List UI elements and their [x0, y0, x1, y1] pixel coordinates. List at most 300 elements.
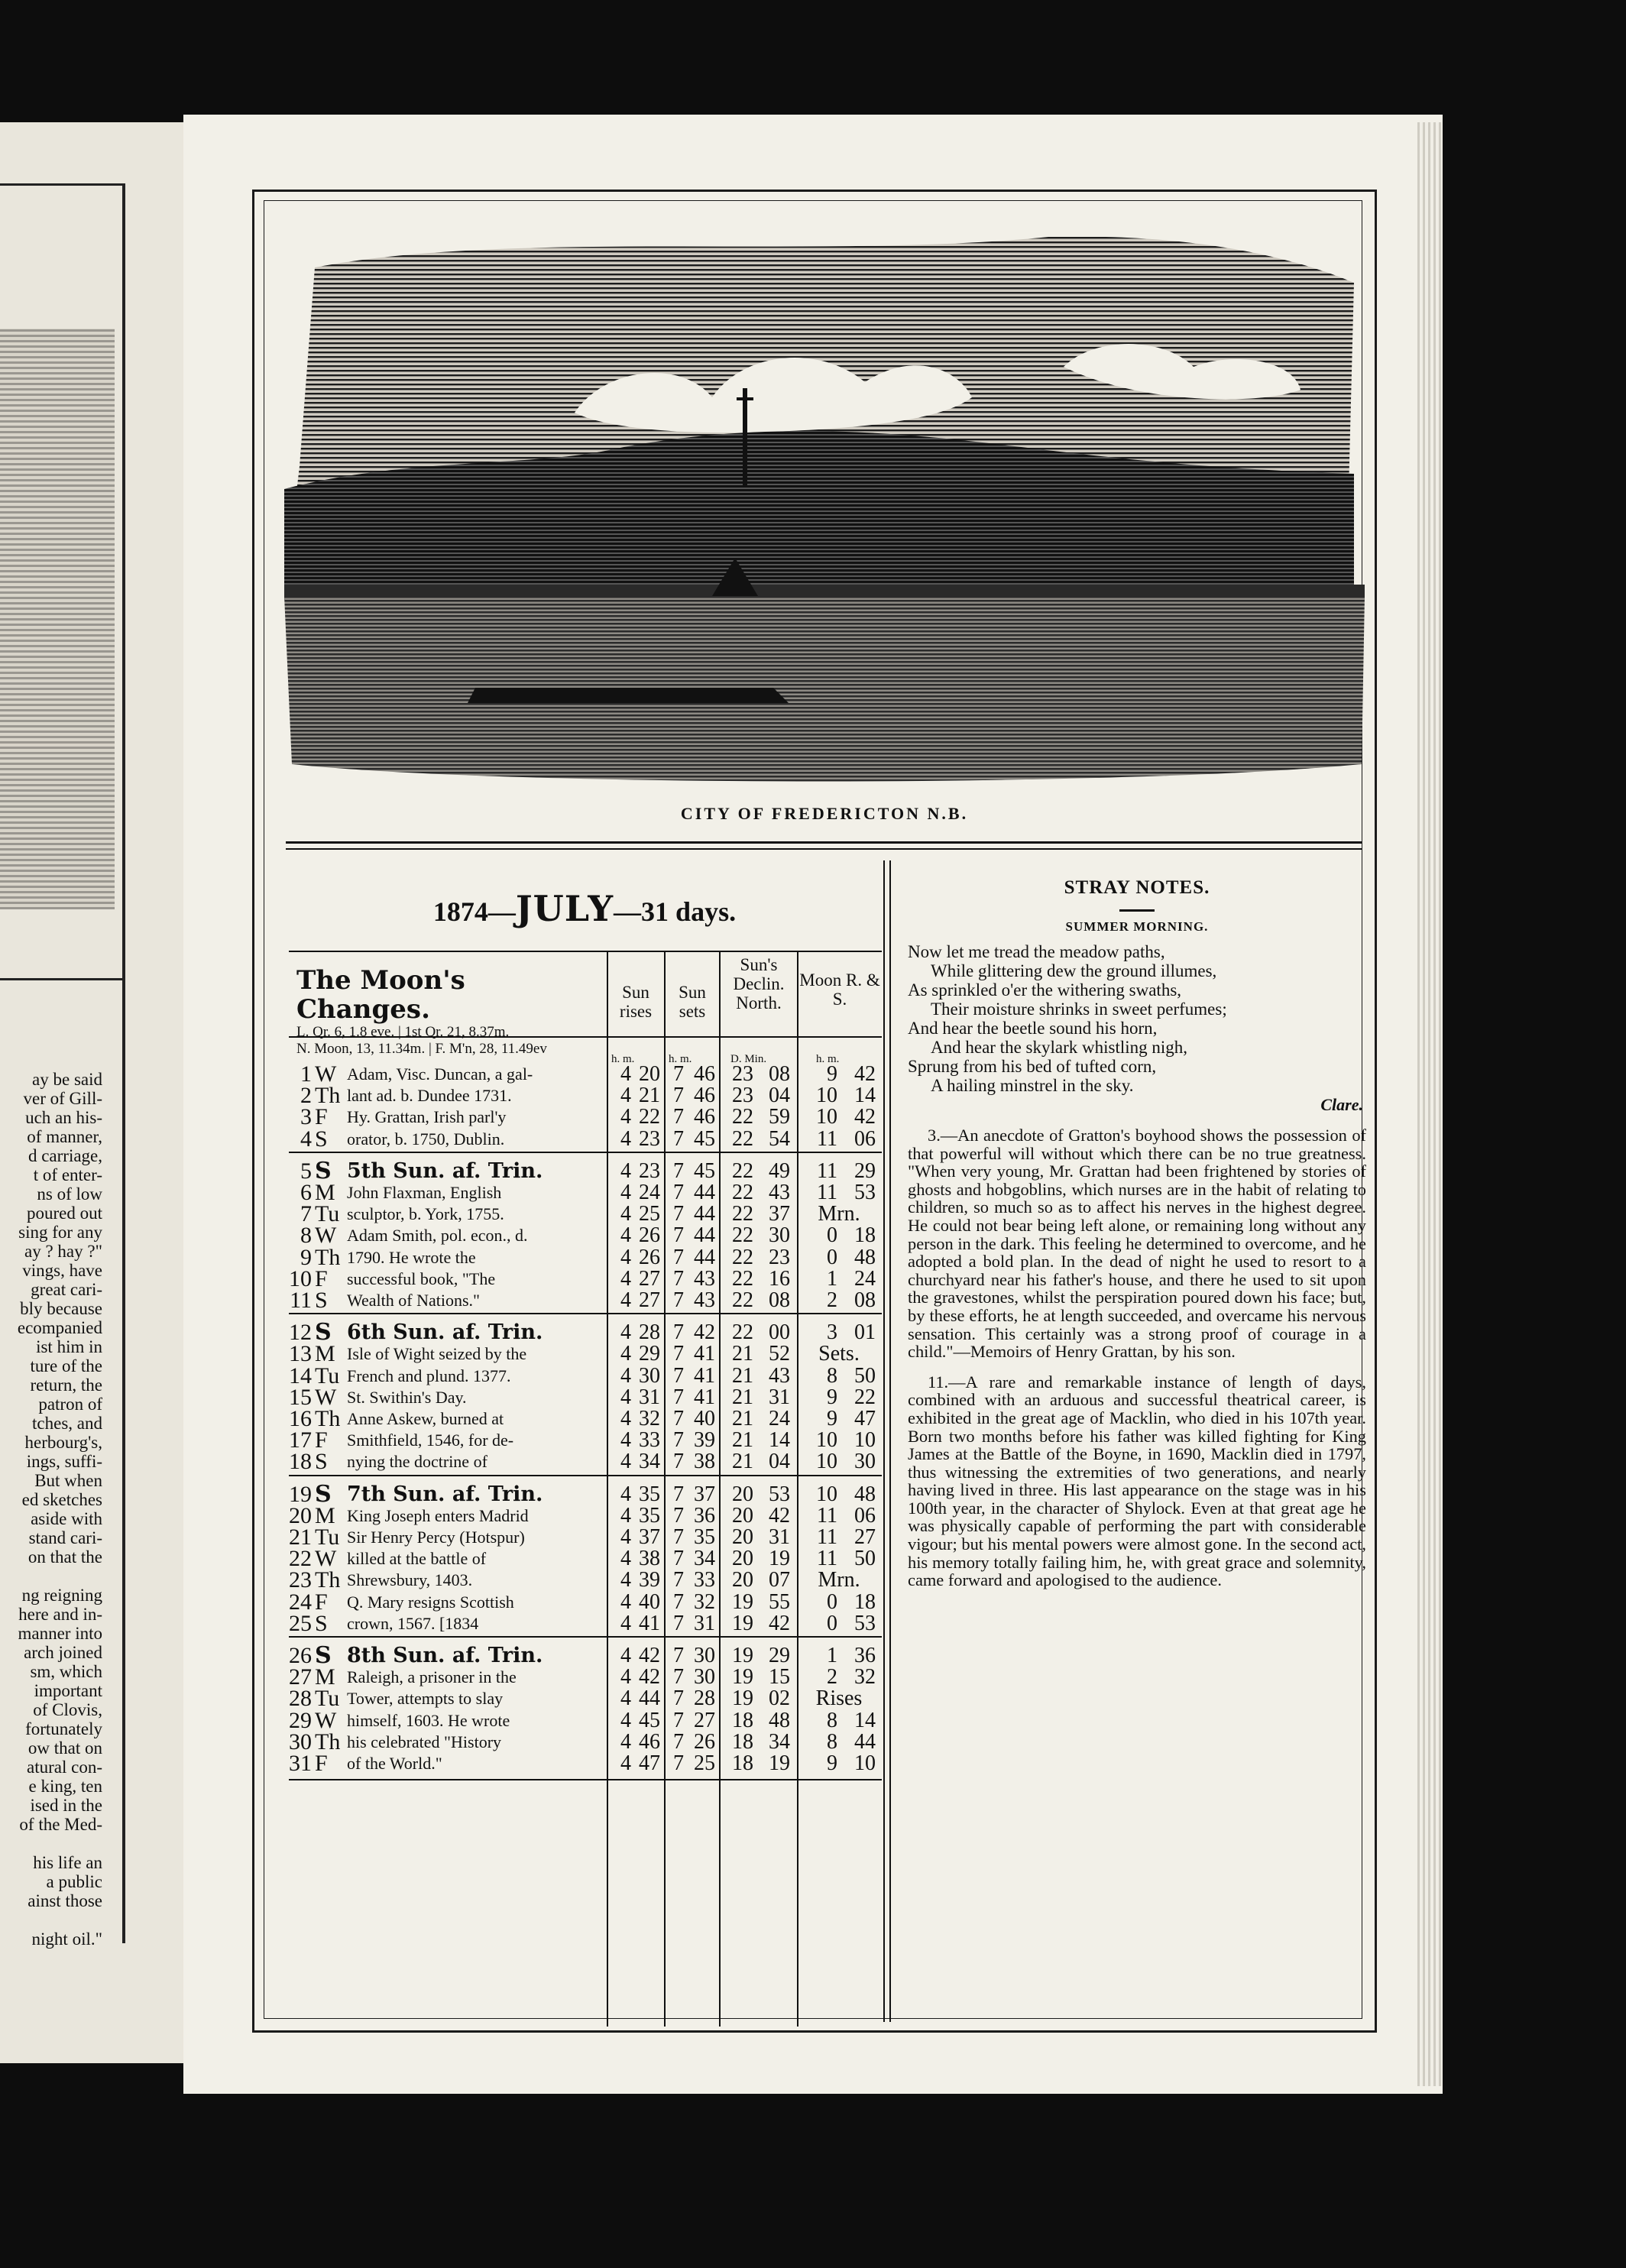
day-of-week: Tu [315, 1686, 340, 1712]
day-event: 7th Sun. af. Trin. [347, 1483, 543, 1505]
value-mm: 53 [854, 1611, 876, 1635]
day-of-week: S [315, 1157, 332, 1184]
value-dm: 54 [769, 1126, 790, 1151]
value-dm: 43 [769, 1363, 790, 1388]
left-text-line: ay be said [32, 1070, 102, 1089]
day-event: Smithfield, 1546, for de- [347, 1430, 514, 1450]
poem-line: Sprung from his bed of tufted corn, [908, 1057, 1157, 1076]
day-number: 21 [289, 1524, 312, 1550]
value-rm: 39 [639, 1568, 660, 1592]
value-sm: 26 [694, 1729, 715, 1754]
value-mm: 27 [854, 1525, 876, 1549]
value-dm: 15 [769, 1665, 790, 1690]
value-rh: 4 [620, 1062, 631, 1086]
heading-month: JULY [515, 888, 614, 929]
value-dd: 22 [732, 1288, 753, 1312]
value-rh: 4 [620, 1589, 631, 1614]
left-text-line: great cari- [31, 1280, 102, 1299]
calendar-row [289, 1502, 882, 1528]
value-sh: 7 [673, 1407, 684, 1430]
left-text-line: ay ? hay ?" [24, 1242, 102, 1261]
calendar-row [289, 1686, 882, 1712]
engraving-caption: CITY OF FREDERICTON N.B. [680, 804, 969, 823]
day-number: 23 [289, 1567, 312, 1593]
left-text-line: ng reigning [21, 1586, 102, 1605]
value-mh: 8 [827, 1729, 837, 1754]
day-of-week: Th [315, 1729, 341, 1754]
value-sh: 7 [673, 1158, 684, 1183]
left-text-line: ist him in [36, 1337, 102, 1356]
calendar-row [289, 1664, 882, 1690]
value-sh: 7 [673, 1686, 684, 1711]
left-text-line: ns of low [37, 1184, 102, 1204]
value-rh: 4 [620, 1686, 631, 1711]
left-text-line: return, the [30, 1375, 102, 1395]
units-declination: D. Min. [730, 1053, 767, 1065]
left-text-line: uch an his- [25, 1108, 102, 1127]
left-text-line: d carriage, [28, 1146, 102, 1165]
left-text-line: ised in the [30, 1796, 102, 1815]
calendar-row [289, 1157, 882, 1184]
day-event: 5th Sun. af. Trin. [347, 1160, 543, 1182]
day-event: his celebrated "History [347, 1732, 502, 1751]
day-number: 11 [290, 1288, 312, 1313]
week-rule [289, 1152, 882, 1153]
value-mh: 9 [827, 1751, 837, 1775]
value-dm: 52 [769, 1342, 790, 1366]
value-mm: 14 [854, 1708, 876, 1732]
value-dm: 30 [769, 1223, 790, 1248]
value-rm: 46 [639, 1729, 660, 1754]
left-text-line: herbourg's, [24, 1433, 102, 1452]
day-of-week: W [315, 1223, 337, 1249]
value-sm: 43 [694, 1288, 715, 1312]
value-mh: Mrn. [818, 1202, 860, 1226]
value-dd: 19 [732, 1611, 753, 1635]
value-mh: 8 [827, 1363, 837, 1388]
value-rh: 4 [620, 1320, 631, 1345]
calendar-row [289, 1244, 882, 1270]
day-event: Sir Henry Percy (Hotspur) [347, 1528, 525, 1547]
value-dd: 20 [732, 1547, 753, 1571]
left-text-line: patron of [38, 1395, 102, 1414]
value-rh: 4 [620, 1428, 631, 1453]
calendar-row [289, 1201, 882, 1227]
value-sh: 7 [673, 1547, 684, 1571]
value-mh: 10 [816, 1450, 837, 1474]
left-text-line: of manner, [27, 1127, 102, 1146]
left-text-line: tches, and [32, 1414, 102, 1433]
day-number: 4 [300, 1126, 312, 1152]
value-sh: 7 [673, 1245, 684, 1269]
table-bottom-rule [289, 1779, 882, 1780]
day-event: successful book, "The [347, 1268, 496, 1288]
calendar-row [289, 1524, 882, 1550]
value-dd: 22 [732, 1266, 753, 1291]
value-dd: 18 [732, 1751, 753, 1775]
day-number: 30 [289, 1729, 312, 1754]
left-page-text [0, 1070, 102, 1949]
calendar-table [289, 951, 882, 2030]
left-text-line: sing for any [18, 1223, 102, 1242]
value-sm: 42 [694, 1320, 715, 1345]
value-dd: 19 [732, 1665, 753, 1690]
value-rh: 4 [620, 1181, 631, 1204]
value-sh: 7 [673, 1385, 684, 1409]
value-rm: 30 [639, 1363, 660, 1388]
value-sh: 7 [673, 1062, 684, 1086]
value-sm: 36 [694, 1503, 715, 1528]
value-mm: 08 [854, 1288, 876, 1312]
value-rh: 4 [620, 1245, 631, 1269]
calendar-row [289, 1265, 882, 1291]
value-sh: 7 [673, 1320, 684, 1345]
value-mh: 2 [827, 1665, 837, 1690]
left-text-line: night oil." [31, 1929, 102, 1949]
value-rm: 22 [639, 1105, 660, 1129]
value-dd: 22 [732, 1245, 753, 1269]
value-mm: 10 [854, 1428, 876, 1453]
value-dm: 49 [769, 1158, 790, 1183]
calendar-row [289, 1223, 882, 1249]
day-of-week: F [315, 1427, 328, 1453]
left-text-line: stand cari- [28, 1528, 102, 1547]
value-sm: 30 [694, 1644, 715, 1667]
value-dd: 20 [732, 1482, 753, 1506]
left-text-line: important [34, 1681, 102, 1700]
value-mh: 1 [827, 1644, 837, 1667]
value-rh: 4 [620, 1644, 631, 1667]
value-dm: 07 [769, 1568, 790, 1592]
left-text-line: t of enter- [33, 1165, 102, 1184]
value-sh: 7 [673, 1126, 684, 1151]
value-rm: 45 [639, 1708, 660, 1732]
value-rm: 34 [639, 1450, 660, 1474]
calendar-row [289, 1451, 882, 1473]
left-page-fragment [0, 122, 183, 2063]
day-event: Isle of Wight seized by the [347, 1344, 527, 1364]
value-dm: 24 [769, 1407, 790, 1430]
value-dd: 22 [732, 1158, 753, 1183]
value-rh: 4 [620, 1568, 631, 1592]
day-of-week: S [315, 1610, 328, 1636]
value-sh: 7 [673, 1482, 684, 1506]
value-dm: 59 [769, 1105, 790, 1129]
value-sm: 44 [694, 1245, 715, 1269]
day-number: 25 [289, 1610, 312, 1636]
left-text-line: poured out [26, 1204, 102, 1223]
value-rm: 20 [639, 1062, 660, 1086]
day-of-week: W [315, 1061, 337, 1087]
left-text-line: ture of the [30, 1356, 102, 1375]
day-number: 26 [289, 1643, 312, 1668]
day-event: St. Swithin's Day. [347, 1387, 467, 1407]
value-rh: 4 [620, 1288, 631, 1312]
value-rm: 26 [639, 1223, 660, 1248]
value-mh: 11 [817, 1547, 837, 1571]
moon-changes [296, 965, 602, 1057]
header-sun-sets: Sun sets [679, 983, 706, 1021]
value-rh: 4 [620, 1611, 631, 1635]
header-moon: Moon R. & S. [799, 970, 880, 1009]
value-mh: 10 [816, 1084, 837, 1108]
value-mm: 42 [854, 1062, 876, 1086]
day-number: 14 [289, 1362, 312, 1388]
day-event: sculptor, b. York, 1755. [347, 1204, 504, 1224]
day-of-week: W [315, 1546, 337, 1572]
value-dm: 19 [769, 1751, 790, 1775]
value-sm: 25 [694, 1751, 715, 1775]
left-text-line: sm, which [30, 1662, 102, 1681]
day-event: Q. Mary resigns Scottish [347, 1592, 514, 1612]
calendar-row [289, 1427, 882, 1453]
units-rises: h. m. [611, 1053, 635, 1065]
column-divider [883, 860, 891, 2022]
value-mh: 9 [827, 1407, 837, 1430]
value-sm: 27 [694, 1708, 715, 1732]
day-event: King Joseph enters Madrid [347, 1505, 529, 1525]
left-text-line: vings, have [22, 1261, 102, 1280]
value-dm: 23 [769, 1245, 790, 1269]
value-mh: 11 [817, 1503, 837, 1528]
value-dd: 19 [732, 1589, 753, 1614]
day-number: 1 [300, 1061, 312, 1087]
value-dm: 31 [769, 1385, 790, 1409]
day-of-week: M [315, 1180, 335, 1205]
value-sh: 7 [673, 1568, 684, 1592]
poem-line: A hailing minstrel in the sky. [931, 1076, 1134, 1095]
value-rm: 33 [639, 1428, 660, 1453]
note-grattan: 3.—An anecdote of Gratton's boyhood shows the possession of that powerful will without which there can be no true greatness. "When very young, Mr. Grattan had been frightened by stories of ghosts and hobgoblins, which nurses are in the habit of relating to children, so much so as to affect his nerves in the highest degree. He could not bear being left alone, or remaining long without any person in the dark. This feeling he determined to overcome, and he adopted a bold plan. In the dead of night he used to resort to a churchyard near his father's house, and there he used to sit upon the gravestones, whilst the perspiration poured down his face; but, by these efforts, he at length succeeded, and overcame his nervous sensation. This certainly was a strong proof of courage in a child."—Memoirs of Henry Grattan, by his son. [908, 1126, 1366, 1362]
table-top-rule [289, 951, 882, 952]
value-dm: 04 [769, 1084, 790, 1108]
value-mm: 44 [854, 1729, 876, 1754]
value-rh: 4 [620, 1407, 631, 1430]
value-mm: 32 [854, 1665, 876, 1690]
value-sh: 7 [673, 1288, 684, 1312]
day-event: 1790. He wrote the [347, 1247, 476, 1267]
value-dd: 22 [732, 1105, 753, 1129]
value-rm: 44 [639, 1686, 660, 1711]
value-rh: 4 [620, 1503, 631, 1528]
value-dd: 21 [732, 1342, 753, 1366]
value-rm: 24 [639, 1181, 660, 1204]
day-event: Wealth of Nations." [347, 1291, 481, 1310]
day-of-week: W [315, 1384, 337, 1410]
value-rm: 40 [639, 1589, 660, 1614]
left-page-engraving-fragment [0, 329, 115, 909]
value-sm: 35 [694, 1525, 715, 1549]
calendar-row [289, 1642, 882, 1669]
stray-notes [908, 877, 1366, 1589]
day-of-week: Tu [315, 1524, 340, 1550]
value-dd: 21 [732, 1363, 753, 1388]
value-rh: 4 [620, 1751, 631, 1775]
value-mm: 48 [854, 1245, 876, 1269]
value-rm: 25 [639, 1202, 660, 1226]
value-sm: 41 [694, 1363, 715, 1388]
day-event: Hy. Grattan, Irish parl'y [347, 1107, 507, 1127]
section-rule [286, 841, 1362, 850]
value-dm: 02 [769, 1686, 790, 1711]
value-mm: 48 [854, 1482, 876, 1506]
value-rh: 4 [620, 1450, 631, 1474]
day-event: lant ad. b. Dundee 1731. [347, 1086, 512, 1106]
calendar-row [289, 1707, 882, 1733]
day-of-week: M [315, 1341, 335, 1367]
value-mh: 10 [816, 1105, 837, 1129]
left-text-line: atural con- [27, 1758, 102, 1777]
left-text-line: ainst those [28, 1891, 102, 1910]
day-number: 19 [289, 1481, 312, 1507]
day-event: Tower, attempts to slay [347, 1689, 504, 1709]
value-mh: 11 [817, 1525, 837, 1549]
value-sm: 46 [694, 1062, 715, 1086]
value-dd: 22 [732, 1320, 753, 1345]
moon-changes-title: The Moon's Changes. [296, 965, 465, 1025]
value-sm: 34 [694, 1547, 715, 1571]
value-sh: 7 [673, 1105, 684, 1129]
left-text-line: aside with [31, 1509, 102, 1528]
value-sh: 7 [673, 1450, 684, 1474]
day-number: 17 [289, 1427, 312, 1453]
units-moon: h. m. [816, 1053, 840, 1065]
value-dd: 21 [732, 1385, 753, 1409]
poem-author: Clare. [1320, 1095, 1363, 1114]
value-mm: 22 [854, 1385, 876, 1409]
value-mm: 29 [854, 1158, 876, 1183]
day-event: Adam, Visc. Duncan, a gal- [347, 1064, 533, 1084]
value-rm: 29 [639, 1342, 660, 1366]
value-sh: 7 [673, 1428, 684, 1453]
value-dd: 19 [732, 1686, 753, 1711]
value-rm: 42 [639, 1665, 660, 1690]
week-rule [289, 1475, 882, 1476]
value-dd: 21 [732, 1407, 753, 1430]
day-event: French and plund. 1377. [347, 1366, 511, 1385]
value-mh: 0 [827, 1245, 837, 1269]
value-mm: 36 [854, 1644, 876, 1667]
value-mm: 06 [854, 1503, 876, 1528]
day-number: 8 [300, 1223, 312, 1249]
value-sh: 7 [673, 1665, 684, 1690]
poem-line: Now let me tread the meadow paths, [908, 942, 1165, 961]
value-dm: 16 [769, 1266, 790, 1291]
left-text-line: But when [34, 1471, 102, 1490]
week-rule [289, 1636, 882, 1638]
day-event: 6th Sun. af. Trin. [347, 1322, 543, 1344]
fredericton-engraving [284, 237, 1365, 787]
calendar-row [289, 1567, 882, 1593]
day-event: orator, b. 1750, Dublin. [347, 1129, 505, 1149]
value-rh: 4 [620, 1158, 631, 1183]
day-of-week: F [315, 1589, 328, 1615]
value-mm: 01 [854, 1320, 876, 1345]
poem-line: And hear the skylark whistling nigh, [931, 1038, 1188, 1057]
poem-line: Their moisture shrinks in sweet perfumes; [931, 1000, 1227, 1019]
day-of-week: S [315, 1319, 332, 1346]
value-mh: 3 [827, 1320, 837, 1345]
day-number: 27 [289, 1664, 312, 1690]
value-mh: 8 [827, 1708, 837, 1732]
value-dd: 22 [732, 1202, 753, 1226]
value-dd: 23 [732, 1084, 753, 1108]
day-of-week: F [315, 1751, 328, 1776]
left-text-line: manner into [18, 1624, 102, 1643]
left-page-rule [0, 978, 122, 980]
value-rm: 42 [639, 1644, 660, 1667]
left-text-line: his life an [33, 1853, 102, 1872]
value-rm: 37 [639, 1525, 660, 1549]
left-text-gap [0, 1834, 102, 1853]
week-rule [289, 1313, 882, 1314]
value-dd: 18 [732, 1729, 753, 1754]
day-of-week: F [315, 1104, 328, 1130]
value-mm: 42 [854, 1105, 876, 1129]
heading-days: —31 days. [614, 896, 737, 927]
value-rm: 27 [639, 1288, 660, 1312]
value-mh: 9 [827, 1385, 837, 1409]
value-sm: 39 [694, 1428, 715, 1453]
value-sh: 7 [673, 1223, 684, 1248]
calendar-row [289, 1319, 882, 1346]
calendar-row [289, 1408, 882, 1430]
value-sm: 38 [694, 1450, 715, 1474]
value-mh: 1 [827, 1266, 837, 1291]
value-dm: 19 [769, 1547, 790, 1571]
value-mm: 53 [854, 1181, 876, 1204]
value-rh: 4 [620, 1126, 631, 1151]
value-dd: 19 [732, 1644, 753, 1667]
day-number: 3 [300, 1104, 312, 1130]
day-event: 8th Sun. af. Trin. [347, 1645, 543, 1667]
value-rm: 41 [639, 1611, 660, 1635]
value-dd: 22 [732, 1223, 753, 1248]
value-dm: 08 [769, 1062, 790, 1086]
poem-line: While glittering dew the ground illumes, [931, 961, 1217, 980]
value-sm: 30 [694, 1665, 715, 1690]
value-rh: 4 [620, 1202, 631, 1226]
calendar-row [289, 1083, 882, 1109]
value-rh: 4 [620, 1223, 631, 1248]
day-number: 29 [289, 1707, 312, 1733]
value-sm: 44 [694, 1223, 715, 1248]
left-text-line: e king, ten [28, 1777, 102, 1796]
value-rm: 38 [639, 1547, 660, 1571]
left-text-line: here and in- [18, 1605, 102, 1624]
day-event: Anne Askew, burned at [347, 1409, 504, 1428]
value-dm: 48 [769, 1708, 790, 1732]
value-dm: 29 [769, 1644, 790, 1667]
calendar-row [289, 1729, 882, 1754]
header-declination: Sun's Declin. North. [733, 955, 785, 1013]
value-rh: 4 [620, 1665, 631, 1690]
value-sm: 28 [694, 1686, 715, 1711]
value-dm: 04 [769, 1450, 790, 1474]
value-dd: 20 [732, 1525, 753, 1549]
day-of-week: Th [315, 1083, 341, 1109]
day-of-week: Th [315, 1406, 341, 1431]
value-dm: 42 [769, 1503, 790, 1528]
header-sun-rises: Sun rises [619, 983, 653, 1021]
left-text-line: of the Med- [19, 1815, 102, 1834]
left-text-line: on that the [28, 1547, 102, 1567]
day-number: 16 [289, 1406, 312, 1431]
day-number: 20 [289, 1502, 312, 1528]
value-mm: 10 [854, 1751, 876, 1775]
day-number: 7 [300, 1201, 312, 1227]
calendar-row [289, 1480, 882, 1508]
